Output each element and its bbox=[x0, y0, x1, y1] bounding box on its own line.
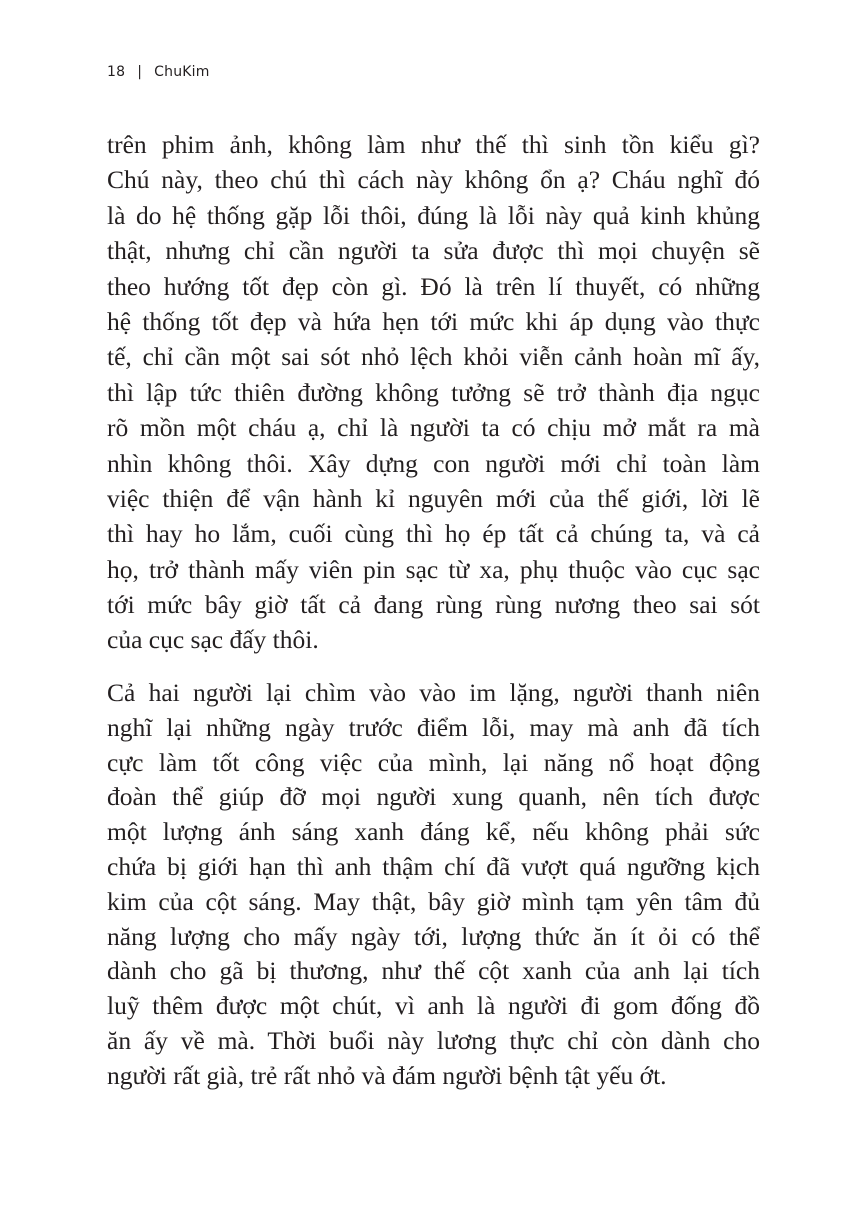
text-line: nhìn không thôi. Xây dựng con người mới chỉ toàn làm bbox=[107, 448, 760, 478]
text-line: người rất già, trẻ rất nhỏ và đám người bệnh tật yếu ớt. bbox=[107, 1060, 667, 1090]
text-line: đoàn thể giúp đỡ mọi người xung quanh, nên tích được bbox=[107, 782, 760, 812]
text-line: một lượng ánh sáng xanh đáng kể, nếu không phải sức bbox=[107, 817, 760, 847]
paragraph-1 bbox=[107, 127, 760, 658]
text-line: Cả hai người lại chìm vào vào im lặng, người thanh niên bbox=[107, 678, 760, 707]
text-line: việc thiện để vận hành kỉ nguyên mới của thế giới, lời lẽ bbox=[107, 483, 760, 513]
text-line: tế, chỉ cần một sai sót nhỏ lệch khỏi viễn cảnh hoàn mĩ ấy, bbox=[107, 342, 760, 372]
text-line: Chú này, theo chú thì cách này không ổn ạ? Cháu nghĩ đó bbox=[107, 165, 760, 195]
text-line: hệ thống tốt đẹp và hứa hẹn tới mức khi áp dụng vào thực bbox=[107, 306, 760, 336]
text-line: thì hay ho lắm, cuối cùng thì họ ép tất cả chúng ta, và cả bbox=[107, 519, 760, 549]
running-header bbox=[107, 64, 210, 80]
text-line: năng lượng cho mấy ngày tới, lượng thức ăn ít ỏi có thể bbox=[107, 921, 760, 951]
page-number: 18 bbox=[107, 64, 126, 80]
text-line: thì lập tức thiên đường không tưởng sẽ trở thành địa ngục bbox=[107, 377, 760, 407]
text-line: cực làm tốt công việc của mình, lại năng nổ hoạt động bbox=[107, 747, 760, 777]
text-line: thật, nhưng chỉ cần người ta sửa được thì mọi chuyện sẽ bbox=[107, 236, 760, 266]
text-line: rõ mồn một cháu ạ, chỉ là người ta có chịu mở mắt ra mà bbox=[107, 413, 760, 443]
text-line: là do hệ thống gặp lỗi thôi, đúng là lỗi này quả kinh khủng bbox=[107, 200, 760, 230]
text-line: nghĩ lại những ngày trước điểm lỗi, may mà anh đã tích bbox=[107, 712, 760, 742]
text-line: chứa bị giới hạn thì anh thậm chí đã vượt quá ngưỡng kịch bbox=[107, 851, 760, 881]
text-line: dành cho gã bị thương, như thế cột xanh của anh lại tích bbox=[107, 956, 760, 986]
text-line: trên phim ảnh, không làm như thế thì sinh tồn kiểu gì? bbox=[107, 130, 760, 159]
text-line: kim của cột sáng. May thật, bây giờ mình tạm yên tâm đủ bbox=[107, 886, 760, 916]
text-line: ăn ấy về mà. Thời buổi này lương thực chỉ còn dành cho bbox=[107, 1025, 760, 1055]
author-name: ChuKim bbox=[154, 64, 210, 80]
header-separator: | bbox=[137, 64, 143, 80]
paragraph-2 bbox=[107, 676, 760, 1094]
text-line: họ, trở thành mấy viên pin sạc từ xa, phụ thuộc vào cục sạc bbox=[107, 554, 760, 584]
text-line: tới mức bây giờ tất cả đang rùng rùng nương theo sai sót bbox=[107, 590, 760, 620]
text-line: của cục sạc đấy thôi. bbox=[107, 625, 319, 655]
text-line: luỹ thêm được một chút, vì anh là người đi gom đống đồ bbox=[107, 991, 760, 1021]
text-line: theo hướng tốt đẹp còn gì. Đó là trên lí thuyết, có những bbox=[107, 271, 760, 301]
